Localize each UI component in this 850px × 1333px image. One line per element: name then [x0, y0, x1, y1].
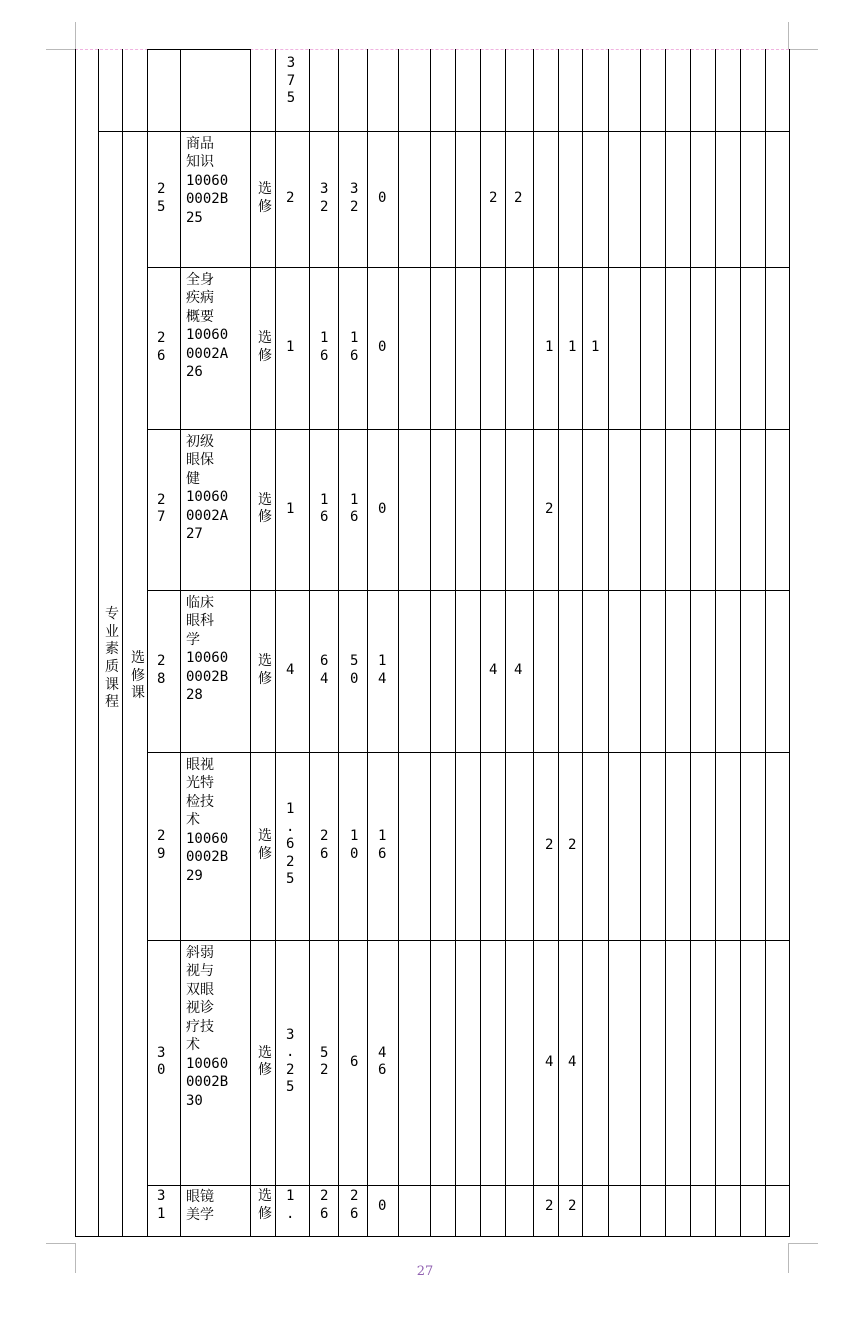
table-column-rule	[558, 49, 559, 1237]
table-column-rule	[430, 49, 431, 1237]
course-name: 全身 疾病 概要 10060 0002A 26	[186, 272, 229, 381]
table-column-rule	[122, 49, 123, 1237]
crop-mark	[789, 49, 818, 50]
course-name: 初级 眼保 健 10060 0002A 27	[186, 434, 229, 543]
practice-hours: 1 6	[378, 828, 387, 862]
semester-hours: 4	[568, 1053, 577, 1070]
practice-hours: 0	[378, 190, 387, 206]
row-number: 2 8	[157, 653, 166, 687]
table-column-rule	[582, 49, 583, 1237]
theory-hours: 3 2	[350, 181, 359, 215]
credits: 4	[286, 662, 295, 678]
total-hours: 2 6	[320, 1188, 329, 1222]
credits: 3 . 2 5	[286, 1026, 295, 1095]
category-label: 专 业 素 质 课 程	[105, 606, 119, 711]
semester-hours: 1	[568, 339, 577, 355]
course-name: 眼视 光特 检技 术 10060 0002B 29	[186, 757, 229, 884]
total-hours: 1 6	[320, 330, 329, 364]
table-column-rule	[765, 49, 766, 1237]
table-column-rule	[455, 49, 456, 1237]
theory-hours: 2 6	[350, 1188, 359, 1222]
row-number: 2 7	[157, 491, 166, 525]
course-name: 商品 知识 10060 0002B 25	[186, 136, 229, 226]
table-row-rule	[75, 1236, 790, 1237]
row-number: 2 9	[157, 828, 166, 862]
course-type: 选 修	[258, 1044, 272, 1078]
table-column-rule	[715, 49, 716, 1237]
table-column-rule	[789, 49, 790, 1237]
table-column-rule	[640, 49, 641, 1237]
table-row-rule	[147, 752, 790, 753]
page-number: 27	[416, 1264, 434, 1279]
total-hours: 3 2	[320, 181, 329, 215]
semester-hours: 4	[545, 1053, 554, 1070]
crop-mark	[789, 1243, 818, 1244]
course-type: 选 修	[258, 330, 272, 364]
table-column-rule	[309, 49, 310, 1237]
theory-hours: 1 0	[350, 828, 359, 862]
course-type: 选 修	[258, 1188, 272, 1222]
course-type: 选 修	[258, 653, 272, 687]
semester-hours: 2	[568, 1198, 577, 1214]
table-column-rule	[690, 49, 691, 1237]
course-type: 选 修	[258, 181, 272, 215]
credits: 1 . 6 2 5	[286, 801, 295, 887]
table-row-rule	[98, 131, 790, 132]
row-number: 3 1	[157, 1188, 166, 1222]
semester-hours: 2	[514, 190, 523, 206]
table-column-rule	[338, 49, 339, 1237]
table-column-rule	[250, 49, 251, 1237]
table-row-rule	[147, 940, 790, 941]
semester-hours: 2	[568, 837, 577, 853]
course-name: 斜弱 视与 双眼 视诊 疗技 术 10060 0002B 30	[186, 945, 229, 1109]
table-row-rule	[147, 1185, 790, 1186]
crop-mark	[75, 22, 76, 49]
table-column-rule	[480, 49, 481, 1237]
table-column-rule	[367, 49, 368, 1237]
semester-hours: 4	[514, 662, 523, 678]
course-type: 选 修	[258, 828, 272, 862]
table-column-rule	[147, 49, 148, 1237]
table-row-rule	[147, 49, 251, 50]
credits: 1	[286, 339, 295, 355]
table-row-rule	[147, 590, 790, 591]
course-name: 眼镜 美学	[186, 1189, 214, 1224]
table-column-rule	[505, 49, 506, 1237]
row-number: 2 6	[157, 330, 166, 364]
semester-hours: 2	[545, 500, 554, 517]
semester-hours: 4	[489, 662, 498, 678]
semester-hours: 2	[545, 1198, 554, 1214]
total-hours: 5 2	[320, 1044, 329, 1078]
table-column-rule	[608, 49, 609, 1237]
table-row-rule	[147, 429, 790, 430]
practice-hours: 0	[378, 339, 387, 355]
theory-hours: 6	[350, 1053, 359, 1070]
semester-hours: 1	[545, 339, 554, 355]
table-column-rule	[665, 49, 666, 1237]
credits: 1	[286, 500, 295, 517]
top-partial-value: 3 7 5	[286, 55, 296, 107]
total-hours: 6 4	[320, 653, 329, 687]
practice-hours: 4 6	[378, 1044, 387, 1078]
table-column-rule	[740, 49, 741, 1237]
table-column-rule	[75, 49, 76, 1237]
semester-hours: 2	[489, 190, 498, 206]
row-number: 3 0	[157, 1044, 166, 1078]
course-type: 选 修	[258, 491, 272, 525]
theory-hours: 5 0	[350, 653, 359, 687]
theory-hours: 1 6	[350, 491, 359, 525]
practice-hours: 0	[378, 500, 387, 517]
table-column-rule	[398, 49, 399, 1237]
credits: 2	[286, 190, 295, 206]
semester-hours: 1	[591, 339, 600, 355]
total-hours: 2 6	[320, 828, 329, 862]
practice-hours: 1 4	[378, 653, 387, 687]
crop-mark	[788, 22, 789, 49]
credits: 1 .	[286, 1188, 295, 1222]
course-name: 临床 眼科 学 10060 0002B 28	[186, 595, 229, 704]
crop-mark	[46, 1243, 75, 1244]
table-column-rule	[533, 49, 534, 1237]
type-label: 选 修 课	[131, 650, 145, 702]
theory-hours: 1 6	[350, 330, 359, 364]
table-column-rule	[275, 49, 276, 1237]
row-number: 2 5	[157, 181, 166, 215]
practice-hours: 0	[378, 1198, 387, 1214]
crop-mark	[46, 49, 75, 50]
total-hours: 1 6	[320, 491, 329, 525]
table-column-rule	[98, 49, 99, 1237]
semester-hours: 2	[545, 837, 554, 853]
table-column-rule	[180, 49, 181, 1237]
table-row-rule	[147, 267, 790, 268]
